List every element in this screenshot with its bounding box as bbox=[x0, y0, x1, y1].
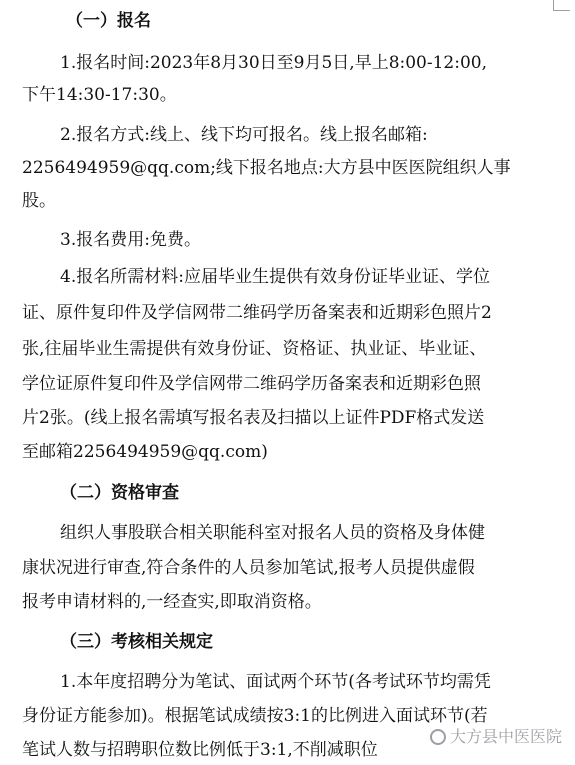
paragraph-line: 康状况进行审查,符合条件的人员参加笔试,报考人员提供虚假 bbox=[22, 558, 475, 578]
paragraph-line: 证、原件复印件及学信网带二维码学历备案表和近期彩色照片2 bbox=[22, 303, 492, 323]
paragraph-line: 1.报名时间:2023年8月30日至9月5日,早上8:00-12:00, bbox=[60, 53, 488, 73]
paragraph-line: 身份证方能参加)。根据笔试成绩按3:1的比例进入面试环节(若 bbox=[22, 706, 488, 726]
page-corner-mark bbox=[553, 0, 570, 11]
paragraph-line: 1.本年度招聘分为笔试、面试两个环节(各考试环节均需凭 bbox=[60, 672, 491, 692]
section-heading-registration: （一）报名 bbox=[66, 11, 151, 31]
watermark-logo-icon bbox=[430, 729, 446, 745]
section-heading-assessment: （三）考核相关规定 bbox=[60, 632, 213, 652]
section-heading-qualification: （二）资格审查 bbox=[60, 483, 179, 503]
paragraph-line: 3.报名费用:免费。 bbox=[60, 230, 201, 250]
paragraph-line: 4.报名所需材料:应届毕业生提供有效身份证毕业证、学位 bbox=[60, 267, 490, 287]
paragraph-line: 下午14:30-17:30。 bbox=[22, 85, 177, 105]
watermark bbox=[430, 722, 562, 752]
paragraph-line: 至邮箱2256494959@qq.com) bbox=[22, 442, 268, 462]
paragraph-line: 张,往届毕业生需提供有效身份证、资格证、执业证、毕业证、 bbox=[22, 339, 487, 359]
paragraph-line: 片2张。(线上报名需填写报名表及扫描以上证件PDF格式发送 bbox=[22, 408, 485, 428]
watermark-text: 大方县中医医院 bbox=[450, 727, 563, 746]
paragraph-line: 2.报名方式:线上、线下均可报名。线上报名邮箱: bbox=[60, 125, 428, 145]
paragraph-line: 笔试人数与招聘职位数比例低于3:1,不削减职位 bbox=[22, 740, 378, 760]
paragraph-line: 股。 bbox=[22, 191, 56, 211]
paragraph-line: 组织人事股联合相关职能科室对报名人员的资格及身体健 bbox=[60, 523, 485, 543]
paragraph-line: 学位证原件复印件及学信网带二维码学历备案表和近期彩色照 bbox=[22, 374, 481, 394]
paragraph-line: 2256494959@qq.com;线下报名地点:大方县中医医院组织人事 bbox=[22, 158, 511, 178]
paragraph-line: 报考申请材料的,一经查实,即取消资格。 bbox=[22, 592, 322, 612]
